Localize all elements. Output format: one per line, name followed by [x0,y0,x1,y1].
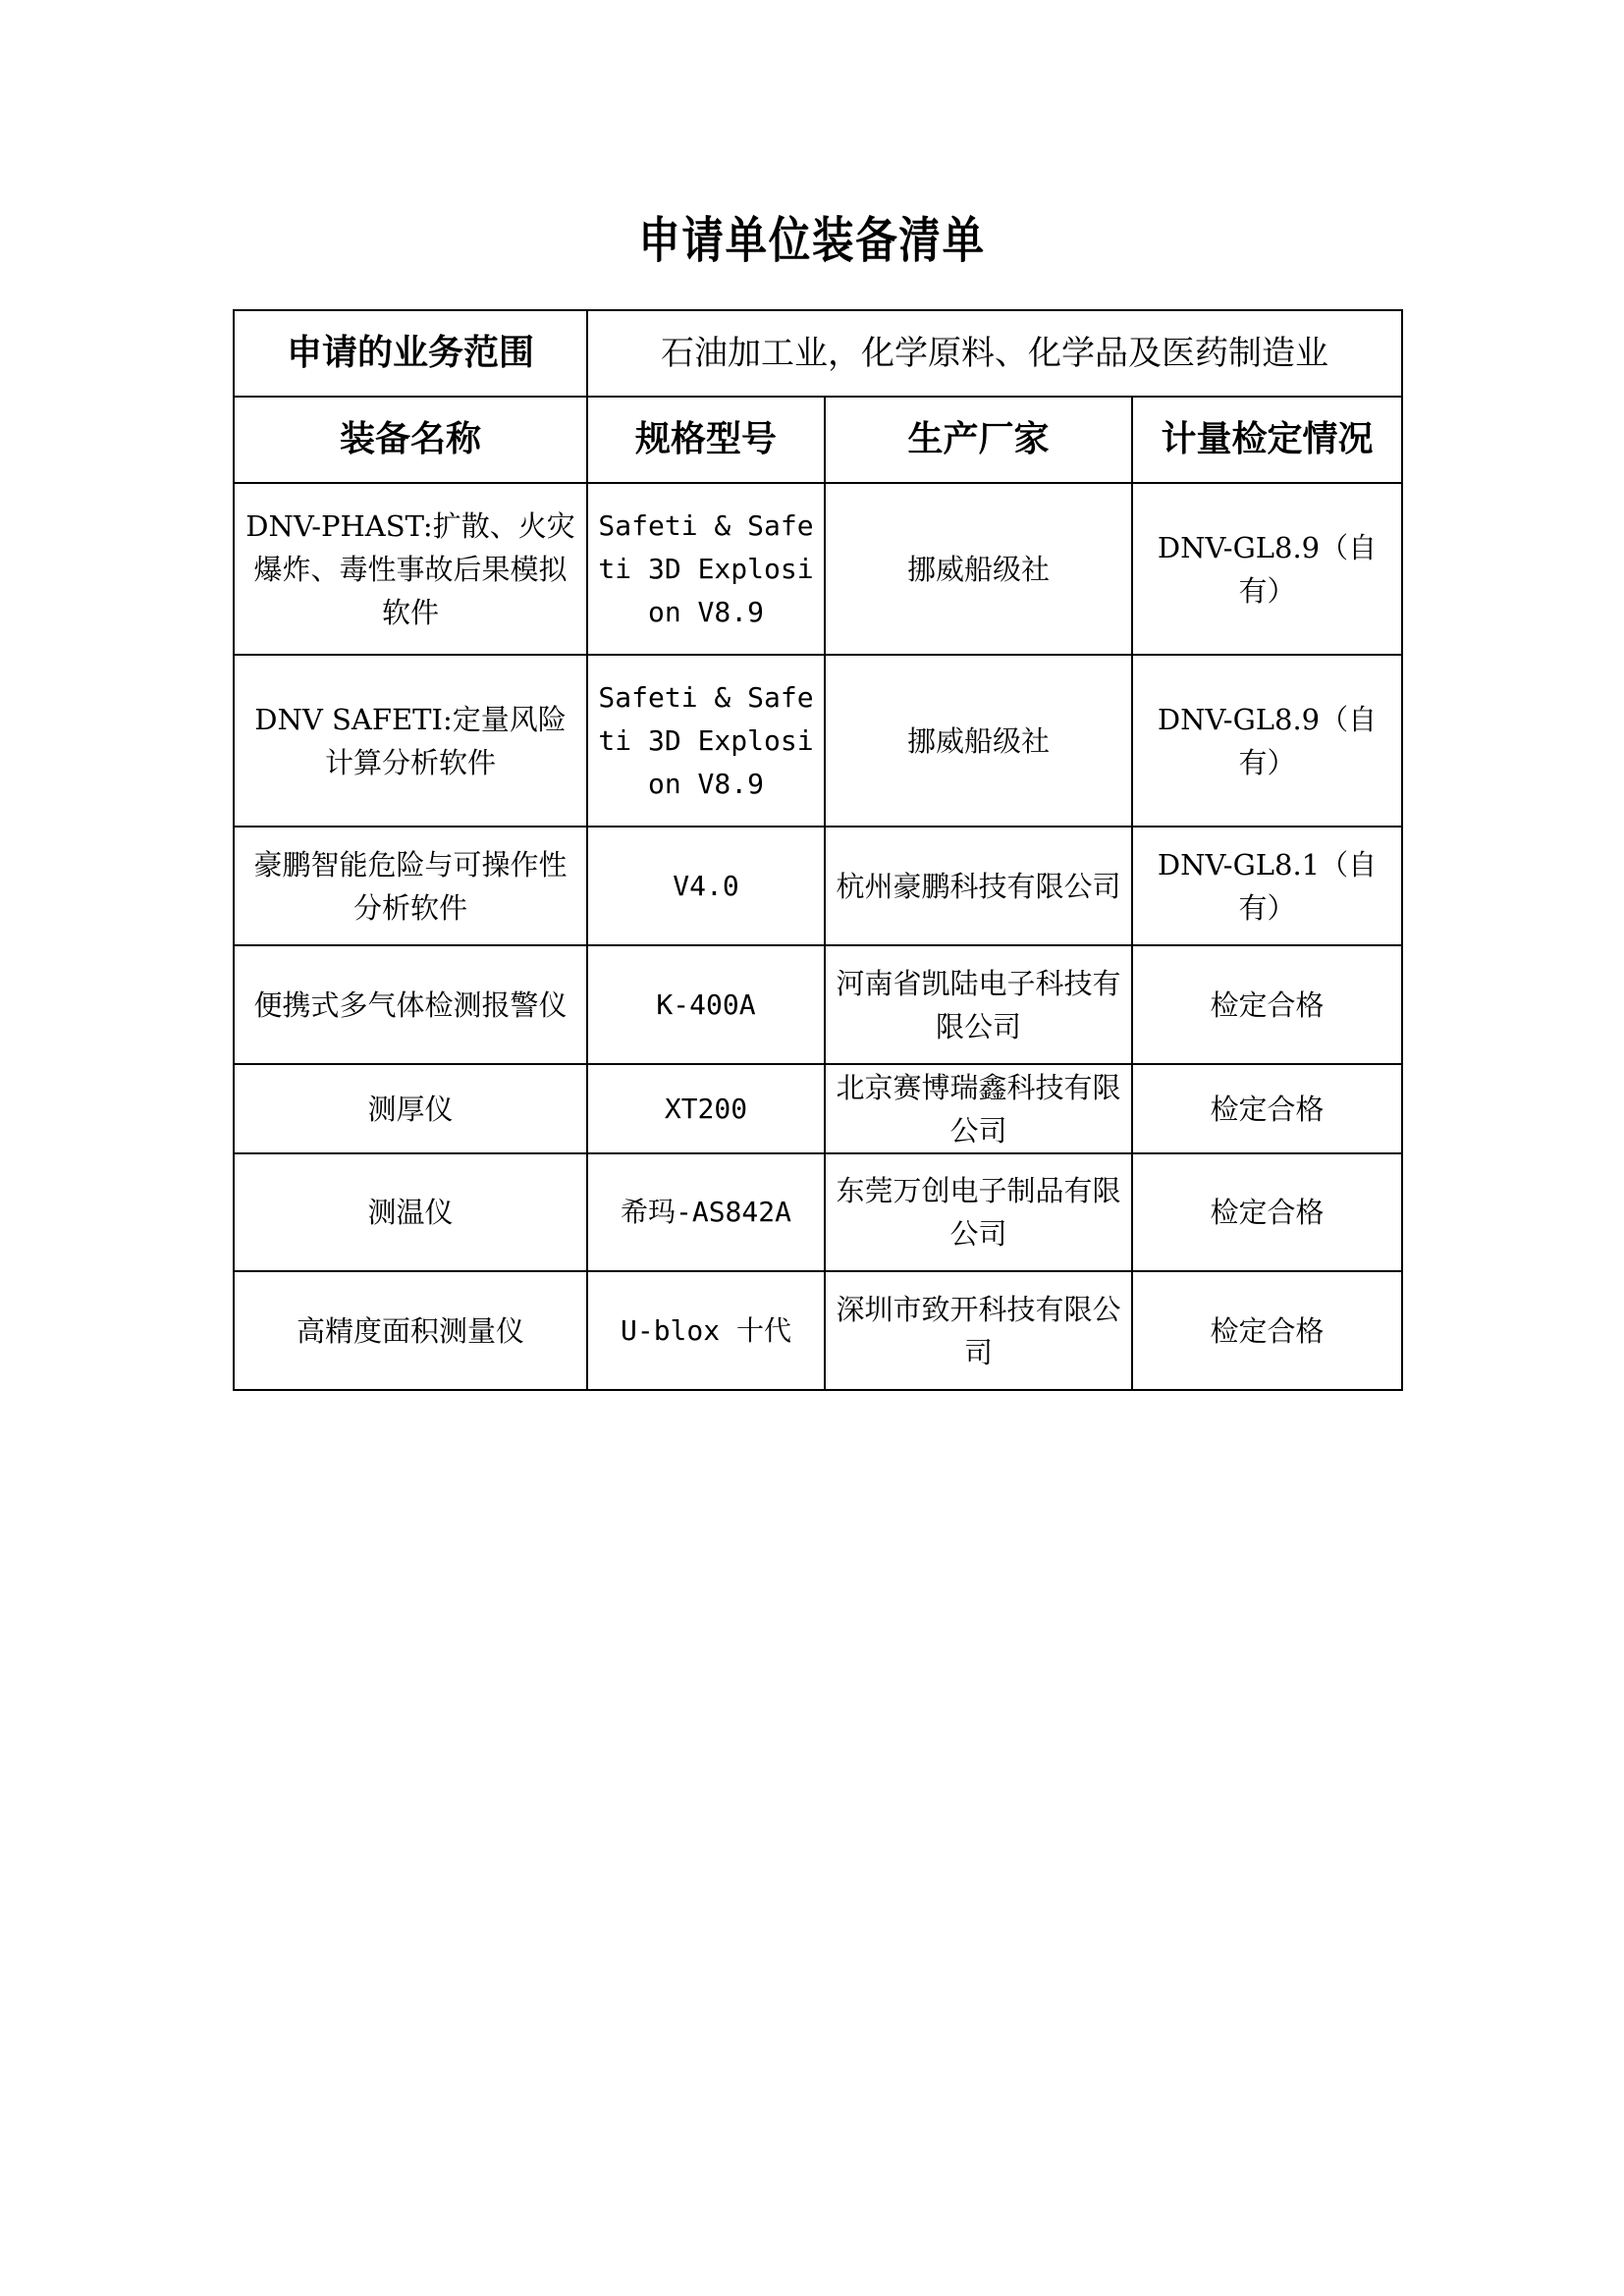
cell-manufacturer: 挪威船级社 [825,483,1132,655]
cell-calibration: DNV-GL8.1（自有） [1132,827,1402,945]
cell-calibration: 检定合格 [1132,1153,1402,1271]
cell-calibration: DNV-GL8.9（自有） [1132,655,1402,827]
equipment-table [233,309,1403,1391]
cell-name: 豪鹏智能危险与可操作性分析软件 [234,827,587,945]
cell-manufacturer: 杭州豪鹏科技有限公司 [825,827,1132,945]
cell-calibration: 检定合格 [1132,1064,1402,1153]
cell-name: 测温仪 [234,1153,587,1271]
cell-model: U-blox 十代 [587,1271,825,1390]
table-row [234,1153,1402,1271]
cell-model: Safeti & Safeti 3D Explosion V8.9 [587,483,825,655]
table-row [234,945,1402,1064]
header-equipment-name: 装备名称 [234,397,587,483]
cell-name: 测厚仪 [234,1064,587,1153]
cell-calibration: DNV-GL8.9（自有） [1132,483,1402,655]
cell-model: K-400A [587,945,825,1064]
header-row [234,397,1402,483]
cell-name: 便携式多气体检测报警仪 [234,945,587,1064]
scope-label: 申请的业务范围 [234,310,587,397]
cell-manufacturer: 深圳市致开科技有限公司 [825,1271,1132,1390]
cell-name: DNV-PHAST:扩散、火灾爆炸、毒性事故后果模拟软件 [234,483,587,655]
cell-name: 高精度面积测量仪 [234,1271,587,1390]
cell-model: 希玛-AS842A [587,1153,825,1271]
table-row [234,655,1402,827]
cell-manufacturer: 河南省凯陆电子科技有限公司 [825,945,1132,1064]
scope-value: 石油加工业，化学原料、化学品及医药制造业 [587,310,1402,397]
cell-calibration: 检定合格 [1132,945,1402,1064]
header-calibration: 计量检定情况 [1132,397,1402,483]
table-row [234,1064,1402,1153]
cell-model: Safeti & Safeti 3D Explosion V8.9 [587,655,825,827]
cell-model: XT200 [587,1064,825,1153]
table-row [234,827,1402,945]
cell-calibration: 检定合格 [1132,1271,1402,1390]
cell-model: V4.0 [587,827,825,945]
header-model: 规格型号 [587,397,825,483]
page-title: 申请单位装备清单 [638,212,986,269]
scope-row [234,310,1402,397]
cell-manufacturer: 北京赛博瑞鑫科技有限公司 [825,1064,1132,1153]
table-row [234,1271,1402,1390]
cell-manufacturer: 挪威船级社 [825,655,1132,827]
table-row [234,483,1402,655]
cell-manufacturer: 东莞万创电子制品有限公司 [825,1153,1132,1271]
header-manufacturer: 生产厂家 [825,397,1132,483]
cell-name: DNV SAFETI:定量风险计算分析软件 [234,655,587,827]
